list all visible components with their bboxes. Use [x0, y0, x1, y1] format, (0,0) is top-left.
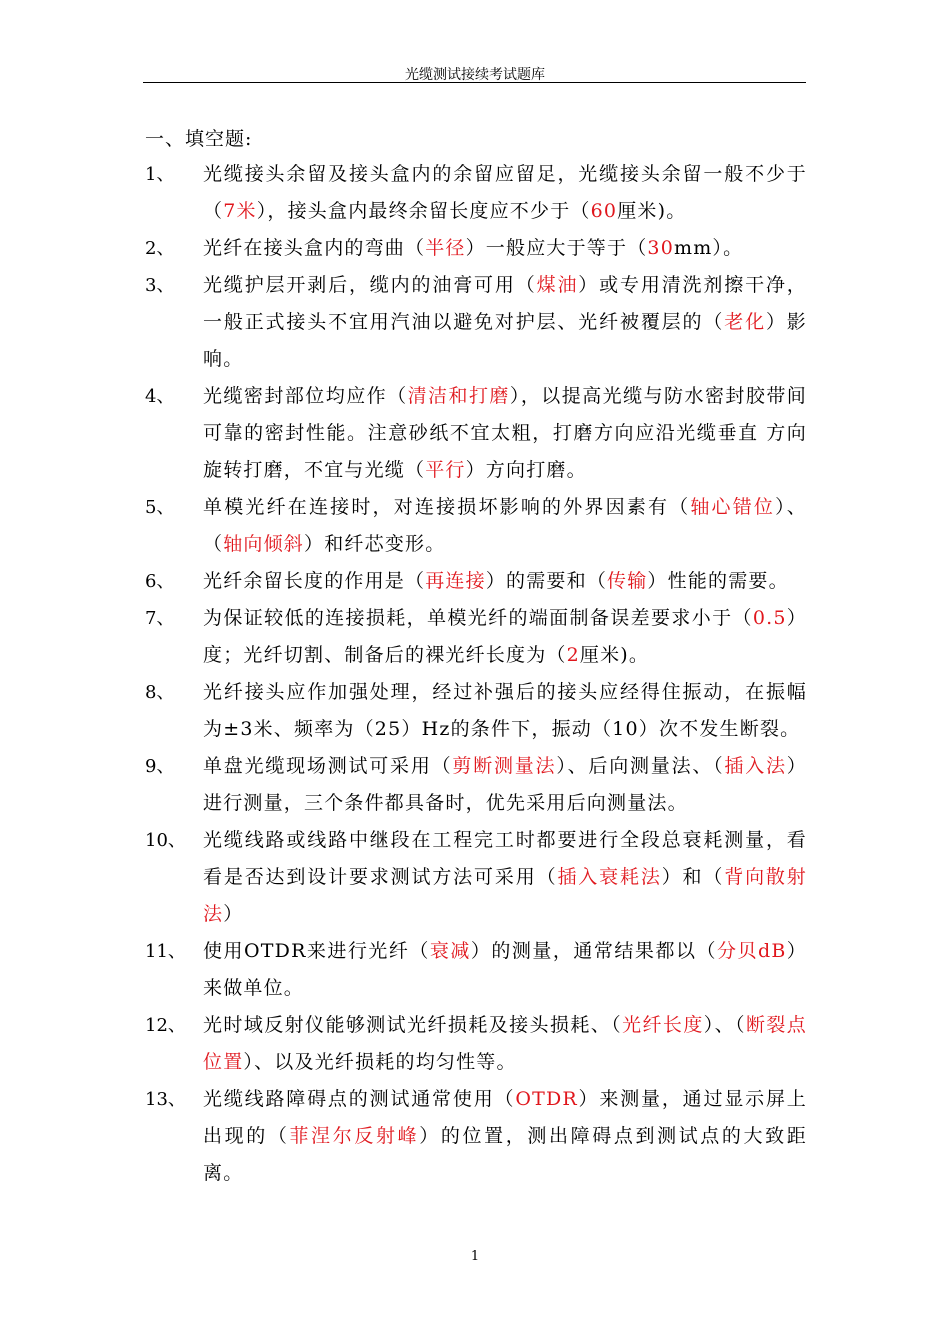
page-number: 1: [470, 1249, 480, 1264]
question-item: [145, 378, 807, 489]
question-text: [203, 600, 807, 674]
answer-blank: 插入法: [724, 755, 787, 777]
question-item: [145, 1007, 807, 1081]
question-segment: ）进行测量，三个条件都具备时，优先采用后向测量法。: [203, 755, 807, 814]
question-item: [145, 156, 807, 230]
question-segment: ）: [223, 903, 244, 925]
question-number: 4、: [145, 386, 175, 407]
question-item: [145, 230, 807, 267]
question-segment: 厘米)。: [617, 200, 687, 222]
question-number: 6、: [145, 571, 175, 592]
question-segment: 光纤在接头盒内的弯曲（: [203, 237, 426, 259]
answer-blank: 分贝dB: [716, 940, 787, 962]
question-segment: ）度；光纤切割、制备后的裸光纤长度为（: [203, 607, 808, 666]
answer-blank: 衰减: [429, 940, 471, 962]
question-item: [145, 1081, 807, 1192]
question-segment: ）方向打磨。: [465, 459, 587, 481]
question-segment: 光缆线路或线路中继段在工程完工时都要进行全段总衰耗测量，看看是否达到设计要求测试方法可采用（: [203, 829, 807, 888]
question-number: 1、: [145, 164, 175, 185]
question-segment: mm）。: [674, 237, 744, 259]
answer-blank: 60: [590, 200, 618, 222]
question-text: [203, 822, 807, 933]
question-segment: ）的需要和（: [485, 570, 608, 592]
question-segment: ）来做单位。: [203, 940, 807, 999]
answer-blank: 插入衰耗法: [557, 866, 662, 888]
answer-blank: 清洁和打磨: [407, 385, 510, 407]
question-item: [145, 563, 807, 600]
question-segment: 使用OTDR来进行光纤（: [203, 940, 430, 962]
question-text: [203, 933, 807, 1007]
question-text: [203, 230, 807, 267]
question-text: [203, 378, 807, 489]
question-number: 10、: [145, 830, 186, 851]
question-segment: ）一般应大于等于（: [465, 237, 648, 259]
question-segment: ）、（: [203, 496, 807, 555]
question-number: 9、: [145, 756, 175, 777]
section-heading: 一、填空题:: [145, 128, 253, 150]
question-item: [145, 267, 807, 378]
question-item: [145, 748, 807, 822]
answer-blank: 剪断测量法: [452, 755, 557, 777]
page-header-title: 光缆测试接续考试题库: [405, 67, 545, 83]
answer-blank: 平行: [425, 459, 466, 481]
question-segment: 光纤余留长度的作用是（: [203, 570, 426, 592]
answer-blank: 0.5: [752, 607, 787, 629]
question-number: 3、: [145, 275, 175, 296]
question-segment: 单盘光缆现场测试可采用（: [203, 755, 453, 777]
question-segment: 光纤接头应作加强处理，经过补强后的接头应经得住振动，在振幅为±3米、频率为（25）Hz的条件下，振动（10）次不发生断裂。: [203, 681, 807, 740]
question-segment: ），以提高光缆与防水密封胶带间可靠的密封性能。注意砂纸不宜太粗，打磨方向应沿光缆垂直 方向旋转打磨，不宜与光缆（: [203, 385, 807, 481]
answer-blank: 煤油: [536, 274, 579, 296]
question-number: 7、: [145, 608, 175, 629]
question-text: [203, 489, 807, 563]
question-segment: ）或专用清洗剂擦干净，一般正式接头不宜用汽油以避免对护层、光纤被覆层的（: [203, 274, 807, 333]
question-segment: ）性能的需要。: [647, 570, 789, 592]
answer-blank: 背向散射法: [203, 866, 807, 925]
question-segment: 厘米)。: [579, 644, 650, 666]
answer-blank: 菲涅尔反射峰: [289, 1125, 420, 1147]
question-segment: ）、以及光纤损耗的均匀性等。: [243, 1051, 517, 1073]
question-text: [203, 156, 807, 230]
answer-blank: 光纤长度: [622, 1014, 704, 1036]
question-segment: ）的测量，通常结果都以（: [470, 940, 717, 962]
question-segment: 光缆密封部位均应作（: [203, 385, 408, 407]
answer-blank: 7米: [223, 200, 257, 222]
answer-blank: 轴心错位: [690, 496, 776, 518]
question-text: [203, 748, 807, 822]
header-divider: [143, 82, 806, 83]
question-number: 8、: [145, 682, 175, 703]
question-item: [145, 489, 807, 563]
question-segment: 光缆接头余留及接头盒内的余留应留足，光缆接头余留一般不少于（: [203, 163, 807, 222]
answer-blank: 半径: [425, 237, 466, 259]
question-number: 2、: [145, 238, 175, 259]
question-segment: 单模光纤在连接时，对连接损坏影响的外界因素有（: [203, 496, 691, 518]
question-text: [203, 1081, 807, 1192]
answer-blank: 30: [647, 237, 674, 259]
question-number: 11、: [145, 941, 186, 962]
question-text: [203, 267, 807, 378]
answer-blank: 传输: [607, 570, 648, 592]
answer-blank: 断裂点位置: [203, 1014, 807, 1073]
question-text: [203, 1007, 807, 1081]
question-segment: 为保证较低的连接损耗，单模光纤的端面制备误差要求小于（: [203, 607, 753, 629]
question-segment: ）、（: [703, 1014, 746, 1036]
question-number: 12、: [145, 1015, 186, 1036]
question-segment: ）和（: [661, 866, 725, 888]
question-segment: 光缆线路障碍点的测试通常使用（: [203, 1088, 516, 1110]
question-text: [203, 563, 807, 600]
question-text: [203, 674, 807, 748]
question-segment: 光缆护层开剥后，缆内的油膏可用（: [203, 274, 537, 296]
question-item: [145, 822, 807, 933]
question-segment: 光时域反射仪能够测试光纤损耗及接头损耗、（: [203, 1014, 623, 1036]
question-item: [145, 933, 807, 1007]
question-segment: ）影响。: [203, 311, 807, 370]
question-number: 13、: [145, 1089, 186, 1110]
question-item: [145, 674, 807, 748]
question-item: [145, 600, 807, 674]
answer-blank: 轴向倾斜: [223, 533, 305, 555]
question-segment: ）和纤芯变形。: [304, 533, 446, 555]
question-segment: ）、后向测量法、（: [556, 755, 725, 777]
question-segment: ）的位置，测出障碍点到测试点的大致距离。: [203, 1125, 807, 1184]
question-segment: ），接头盒内最终余留长度应不少于（: [256, 200, 591, 222]
answer-blank: 2: [566, 644, 580, 666]
question-segment: ）来测量，通过显示屏上出现的（: [203, 1088, 807, 1147]
answer-blank: OTDR: [515, 1088, 578, 1110]
answer-blank: 再连接: [425, 570, 486, 592]
question-number: 5、: [145, 497, 175, 518]
answer-blank: 老化: [724, 311, 766, 333]
